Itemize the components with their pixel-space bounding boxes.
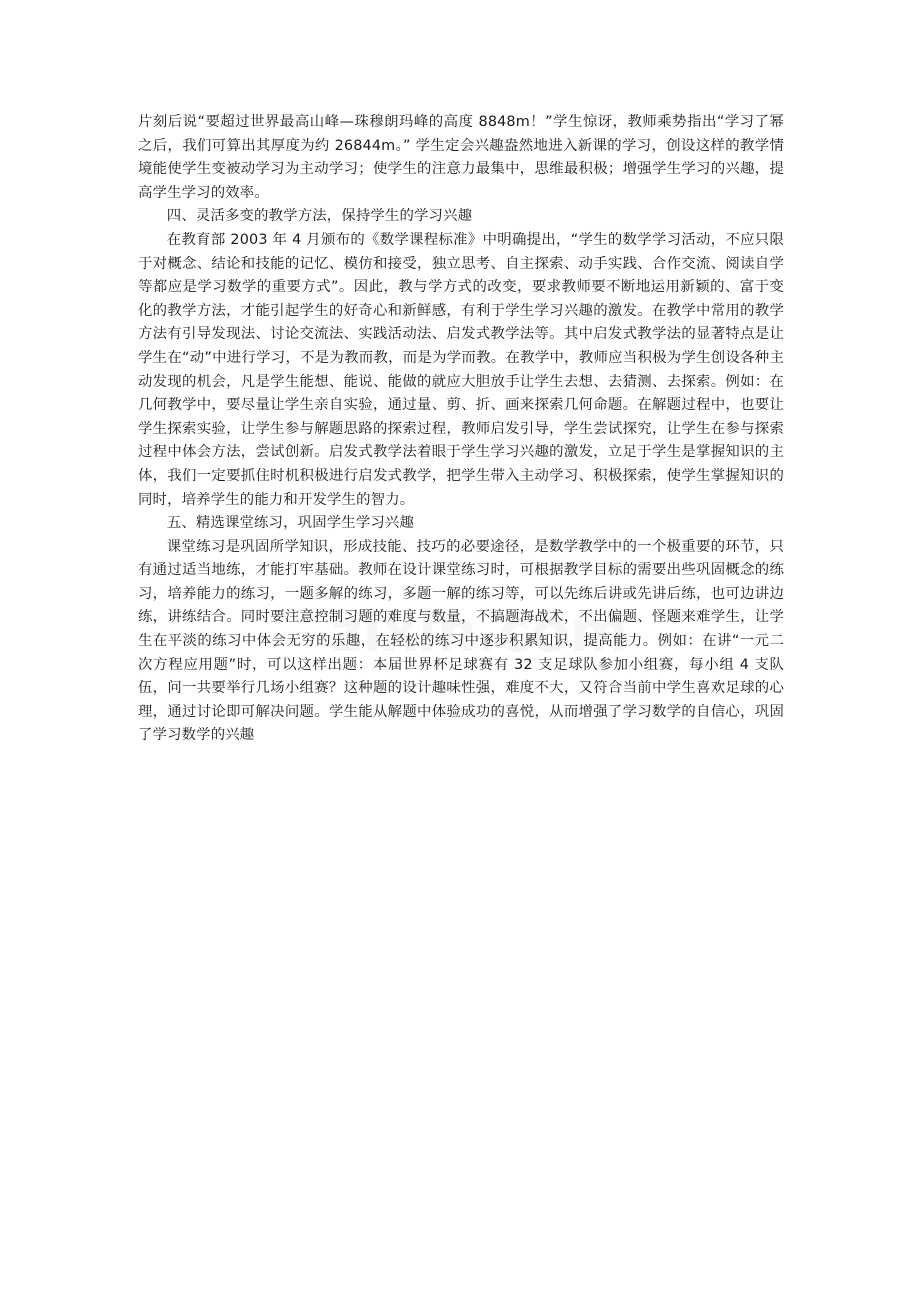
paragraph-continuation: 片刻后说“要超过世界最高山峰—珠穆朗玛峰的高度 8848m！”学生惊讶，教师乘势指出“学习了幂之后，我们可算出其厚度为约 26844m。” 学生定会兴趣盎然地进入新课的学习，创设这样的教学情境能使学生变被动学习为主动学习；使学生的注意力最集中，思维最积极；增强学生学习的兴趣，提高学生学习的效率。 xyxy=(138,114,784,201)
section-heading-four: 四、灵活多变的教学方法，保持学生的学习兴趣 xyxy=(166,208,473,225)
section-heading-five: 五、精选课堂练习，巩固学生学习兴趣 xyxy=(166,515,414,532)
paragraph-teaching-methods: 在教育部 2003 年 4 月颁布的《数学课程标准》中明确提出，“学生的数学学习活动，不应只限于对概念、结论和技能的记忆、模仿和接受，独立思考、自主探索、动手实践、合作交流、阅读自学等都应是学习数学的重要方式”。因此，教与学方式的改变，要求教师要不断地运用新颖的、富于变化的教学方法，才能引起学生的好奇心和新鲜感，有利于学生学习兴趣的激发。在教学中常用的教学方法有引导发现法、讨论交流法、实践活动法、启发式教学法等。其中启发式教学法的显著特点是让学生在“动”中进行学习，不是为教而教，而是为学而教。在教学中，教师应当积极为学生创设各种主动发现的机会，凡是学生能想、能说、能做的就应大胆放手让学生去想、去猜测、去探索。例如：在几何教学中，要尽量让学生亲自实验，通过量、剪、折、画来探索几何命题。在解题过程中，也要让学生探索实验，让学生参与解题思路的探索过程，教师启发引导，学生尝试探究，让学生在参与探索过程中体会方法，尝试创新。启发式教学法着眼于学生学习兴趣的激发，立足于学生是掌握知识的主体，我们一定要抓住时机积极进行启发式教学，把学生带入主动学习、积极探索，使学生掌握知识的同时，培养学生的能力和开发学生的智力。 xyxy=(138,231,784,508)
document-body xyxy=(138,111,784,748)
paragraph-classroom-practice: 课堂练习是巩固所学知识，形成技能、技巧的必要途径，是数学教学中的一个极重要的环节，只有通过适当地练，才能打牢基础。教师在设计课堂练习时，可根据教学目标的需要出些巩固概念的练习，培养能力的练习，一题多解的练习，多题一解的练习等，可以先练后讲或先讲后练，也可边讲边练，讲练结合。同时要注意控制习题的难度与数量，不搞题海战术，不出偏题、怪题来难学生，让学生在平淡的练习中体会无穷的乐趣，在轻松的练习中逐步积累知识，提高能力。例如：在讲“一元二次方程应用题”时，可以这样出题：本届世界杯足球赛有 32 支足球队参加小组赛，每小组 4 支队伍，问一共要举行几场小组赛？这种题的设计趣味性强，难度不大，又符合当前中学生喜欢足球的心理，通过讨论即可解决问题。学生能从解题中体验成功的喜悦，从而增强了学习数学的自信心，巩固了学习数学的兴趣 xyxy=(138,538,784,744)
